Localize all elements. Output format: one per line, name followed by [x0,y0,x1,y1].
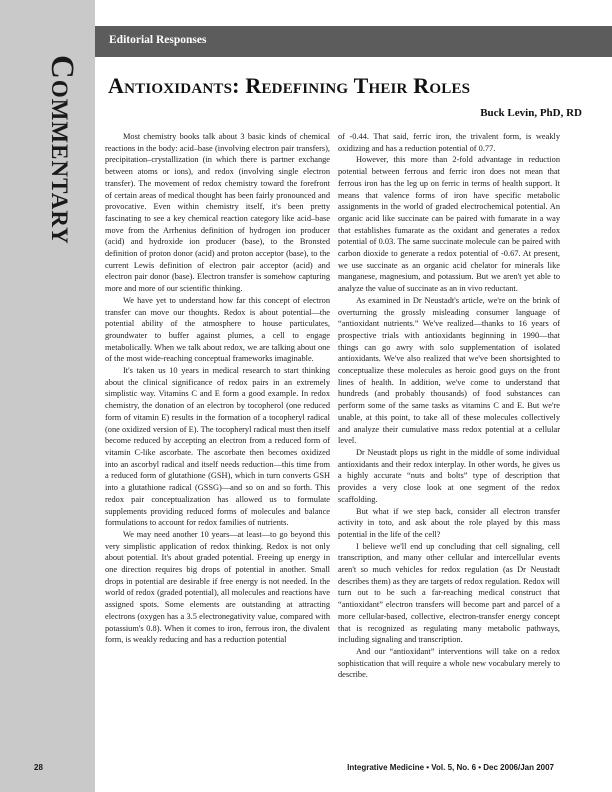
right-column [338,131,560,691]
paragraph: And our “antioxidant” interventions will take on a redox sophistication that will require a whole new vocabulary merely to describe. [338,646,560,680]
journal-citation: Integrative Medicine • Vol. 5, No. 6 • Dec 2006/Jan 2007 [347,763,554,772]
left-column [105,131,330,691]
paragraph: Dr Neustadt plops us right in the middle of some individual antioxidants and their redox interplay. In other words, he gives us a highly accurate “nuts and bolts” type of description that provides a very close look at one segment of the redox scaffolding. [338,447,560,504]
sidebar-band [0,0,95,792]
section-banner [95,26,612,57]
page-number: 28 [34,763,43,772]
article-author: Buck Levin, PhD, RD [480,107,582,119]
paragraph: We may need another 10 years—at least—to go beyond this very simplistic application of redox thinking. Redox is not only about potential. It's about graded potential. Freeing up energy in one direction requires big drops of potential in another. Small drops in potential are desirable if free energy is not needed. In the world of redox (graded potential), all molecules and reactions have assigned spots. Some elements are outstanding at attracting electrons (oxygen has a 3.5 electronegativity value, compared with potassium's 0.8). When it comes to iron, ferrous iron, the divalent form, is weakly reducing and has a reduction potential [105,529,330,645]
paragraph: I believe we'll end up concluding that cell signaling, cell transcription, and many other cellular and intercellular events aren't so much vehicles for redox regulation (as Dr Neustadt describes them) as they are targets of redox regulation. Redox will turn out to be such a far-reaching medical construct that “antioxidant” electron transfers will become part and parcel of a more cellular-based, collective, electron-transfer energy concept that is recognized as regulating many metabolic pathways, including signaling and transcription. [338,541,560,645]
banner-label: Editorial Responses [109,34,207,46]
article-title: Antioxidants: Redefining Their Roles [108,73,471,98]
paragraph: Most chemistry books talk about 3 basic kinds of chemical reactions in the body: acid–base (involving electron pair transfers), precipitation–crystallization (in which there is partner exchange between atoms or ions), and redox (involving single electron transfer). The movement of redox chemistry toward the forefront of certain areas of medical thought has been fairly pronounced and provocative. Even within chemistry itself, it's been pretty fascinating to see a key chemical reaction category like acid–base move from the Arrhenius definition of hydrogen ion producer (acid) and hydroxide ion producer (base), to the Bronsted definition of proton donor (acid) and proton acceptor (base), to the current Lewis definition of electron pair acceptor (acid) and electron pair donor (base). Electron transfer is somehow capturing more and more of our scientific thinking. [105,132,330,294]
paragraph: of -0.44. That said, ferric iron, the trivalent form, is weakly oxidizing and has a reduction potential of 0.77. [338,132,560,153]
paragraph: However, this more than 2-fold advantage in reduction potential between ferrous and ferric iron does not mean that ferrous iron has the leg up on ferric in terms of health support. It means that valence forms of iron have specific metabolic assignments in the world of graded electrochemical potential. An organic acid like succinate can be paired with fumarate in a way that establishes fumarate as the oxidant and generates a redox potential of 0.03. The same succinate molecule can be paired with carbon dioxide to generate a redox potential of -0.67. At present, we use succinate as an organic acid chelator for minerals like manganese, magnesium, and potassium. But we aren't yet able to analyze the value of succinate as an in vivo reductant. [338,155,560,294]
page-footer [0,763,612,777]
paragraph: We have yet to understand how far this concept of electron transfer can move our thoughts. Redox is about potential—the potential ability of the atmosphere to house particulates, groundwater to buffer against plumes, a cell to engage metabolically. When we talk about redox, we are talking about one of the most wide-reaching conceptual frameworks imaginable. [105,295,330,364]
paragraph: As examined in Dr Neustadt's article, we're on the brink of overturning the grossly misleading consumer language of “antioxidant nutrients.” We've realized—thanks to 16 years of prospective trials with antioxidants beginning in 1990—that things can go awry with solo supplementation of isolated antioxidants. We've also realized that we've been shortsighted to conceptualize these molecules as heroic good guys on the front lines of health. In addition, we've come to understand that hundreds (and probably thousands) of food substances can perform some of the same tasks as vitamins C and E. But we're unable, at this point, to take all of these molecules collectively and analyze their cumulative mass redox potential at a cellular level. [338,295,560,446]
paragraph: It's taken us 10 years in medical research to start thinking about the clinical significance of redox pairs in an extremely simplistic way. Vitamins C and E form a good example. In redox chemistry, the donation of an electron by tocopherol (one reduced form of vitamin E) results in the formation of a tocopheryl radical (one oxidized version of E). The tocopheryl radical must then itself become reduced by accepting an electron from a reduced form of vitamin C-like ascorbate. The ascorbate then becomes oxidized into an ascorbyl radical and itself needs reduction—this time from a reduced form of glutathione (GSH), which in turn converts GSH into a glutathione radical (GSSG)—and so on and so forth. This redox pair conceptualization has allowed us to formulate supplements providing reduced forms of molecules and balance formulations to account for redox families of nutrients. [105,366,330,528]
section-label-vertical: Commentary [44,55,80,245]
paragraph: But what if we step back, consider all electron transfer activity in toto, and ask about the role played by this mass potential in the life of the cell? [338,506,560,539]
